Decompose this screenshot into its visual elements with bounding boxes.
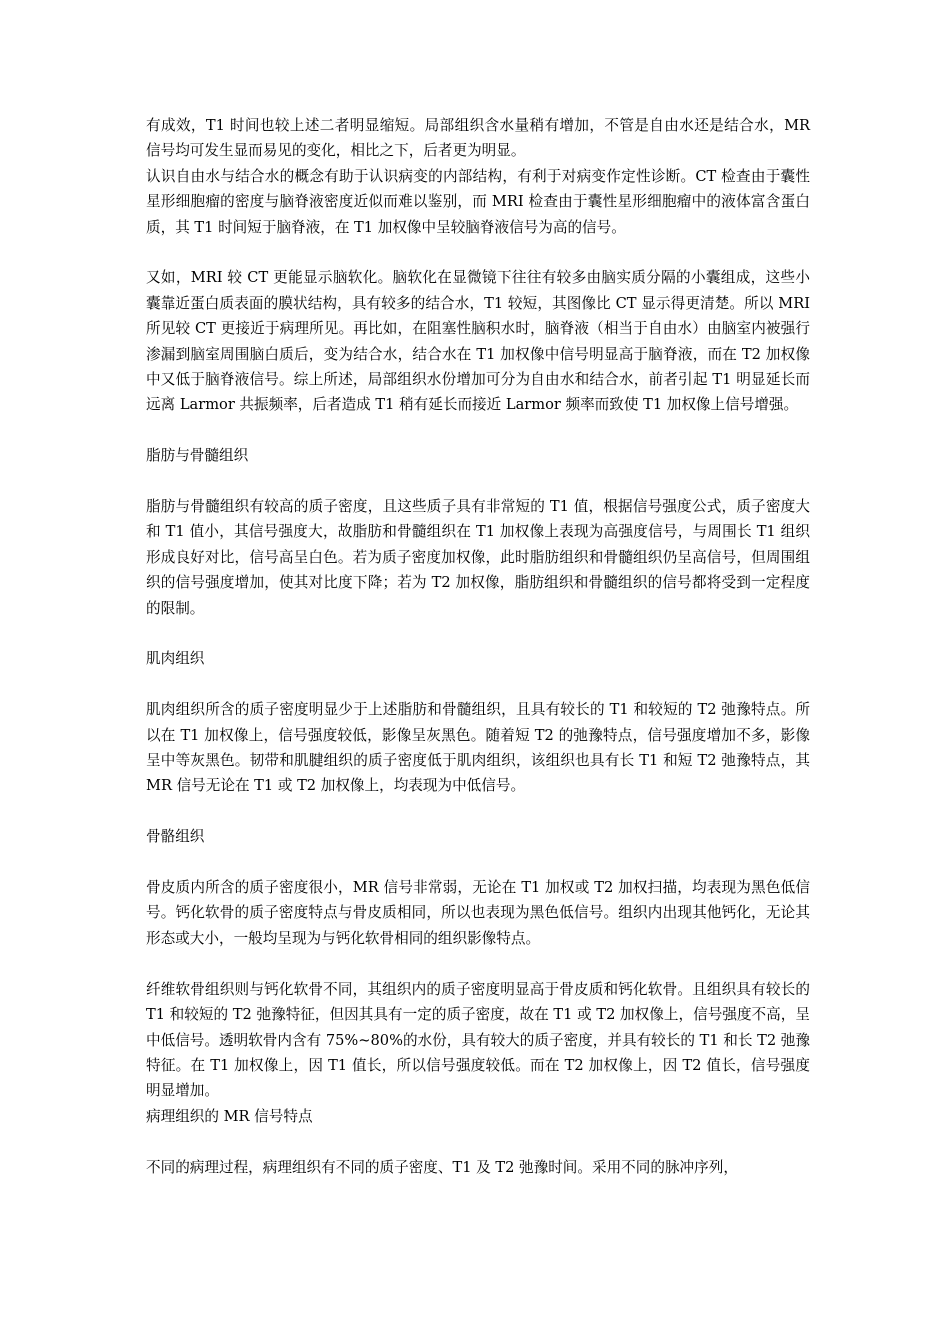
- paragraph-gap: [146, 672, 810, 697]
- paragraph-gap: [146, 850, 810, 875]
- paragraph-pathology: 不同的病理过程，病理组织有不同的质子密度、T1 及 T2 弛豫时间。采用不同的脉冲序列，: [146, 1158, 738, 1176]
- section-heading-bone: 骨骼组织: [146, 828, 205, 846]
- paragraph-muscle: 肌肉组织所含的质子密度明显少于上述脂肪和骨髓组织，且具有较长的 T1 和较短的 T2 弛豫特点。所以在 T1 加权像上，信号强度较低，影像呈灰黑色。随着短 T2 的弛豫特点，信号强度增加不多，影像呈中等灰黑色。韧带和肌腱组织的质子密度低于肌肉组织，该组织也具有长 T1 和短 T2 弛豫特点，其 MR 信号无论在 T1 或 T2 加权像上，均表现为中低信号。: [146, 701, 810, 795]
- paragraph-gap: [146, 621, 810, 646]
- paragraph-gap: [146, 240, 810, 265]
- paragraph-intro-continued: 有成效，T1 时间也较上述二者明显缩短。局部组织含水量稍有增加，不管是自由水还是结合水，MR 信号均可发生显而易见的变化，相比之下，后者更为明显。: [146, 117, 810, 160]
- section-heading-pathology: 病理组织的 MR 信号特点: [146, 1107, 313, 1125]
- paragraph-fibrocartilage: 纤维软骨组织则与钙化软骨不同，其组织内的质子密度明显高于骨皮质和钙化软骨。且组织具有较长的 T1 和较短的 T2 弛豫特征，但因其具有一定的质子密度，故在 T1 或 T2 加权像上，信号强度不高，呈中低信号。透明软骨内含有 75%~80%的水份，具有较大的质子密度，并具有较长的 T1 和长 T2 弛豫特征。在 T1 加权像上，因 T1 值长，所以信号强度较低。而在 T2 加权像上，因 T2 值长，信号强度明显增加。: [146, 980, 810, 1100]
- paragraph-encephalomalacia: 又如，MRI 较 CT 更能显示脑软化。脑软化在显微镜下往往有较多由脑实质分隔的小囊组成，这些小囊靠近蛋白质表面的膜状结构，具有较多的结合水，T1 较短，其图像比 CT 显示得更清楚。所以 MRI 所见较 CT 更接近于病理所见。再比如，在阻塞性脑积水时，脑脊液（相当于自由水）由脑室内被强行渗漏到脑室周围脑白质后，变为结合水，结合水在 T1 加权像中信号明显高于脑脊液，而在 T2 加权像中又低于脑脊液信号。综上所述，局部组织水份增加可分为自由水和结合水，前者引起 T1 明显延长而远离 Larmor 共振频率，后者造成 T1 稍有延长而接近 Larmor 频率而致使 T1 加权像上信号增强。: [146, 269, 810, 414]
- paragraph-gap: [146, 418, 810, 443]
- section-heading-muscle: 肌肉组织: [146, 650, 205, 668]
- paragraph-gap: [146, 951, 810, 976]
- paragraph-fat-marrow: 脂肪与骨髓组织有较高的质子密度，且这些质子具有非常短的 T1 值，根据信号强度公式，质子密度大和 T1 值小，其信号强度大，故脂肪和骨髓组织在 T1 加权像上表现为高强度信号，与周围长 T1 组织形成良好对比，信号高呈白色。若为质子密度加权像，此时脂肪组织和骨髓组织仍呈高信号，但周围组织的信号强度增加，使其对比度下降；若为 T2 加权像，脂肪组织和骨髓组织的信号都将受到一定程度的限制。: [146, 498, 810, 617]
- section-heading-fat-marrow: 脂肪与骨髓组织: [146, 447, 249, 465]
- paragraph-free-bound-water: 认识自由水与结合水的概念有助于认识病变的内部结构，有利于对病变作定性诊断。CT 检查由于囊性星形细胞瘤的密度与脑脊液密度近似而难以鉴别，而 MRI 检查由于囊性星形细胞瘤中的液体富含蛋白质，其 T1 时间短于脑脊液，在 T1 加权像中呈较脑脊液信号为高的信号。: [146, 167, 810, 236]
- paragraph-gap: [146, 469, 810, 494]
- paragraph-cortical-bone: 骨皮质内所含的质子密度很小，MR 信号非常弱，无论在 T1 加权或 T2 加权扫描，均表现为黑色低信号。钙化软骨的质子密度特点与骨皮质相同，所以也表现为黑色低信号。组织内出现其他钙化，无论其形态或大小，一般均呈现为与钙化软骨相同的组织影像特点。: [146, 879, 810, 947]
- paragraph-gap: [146, 799, 810, 824]
- document-page: [146, 113, 810, 1180]
- paragraph-gap: [146, 1129, 810, 1154]
